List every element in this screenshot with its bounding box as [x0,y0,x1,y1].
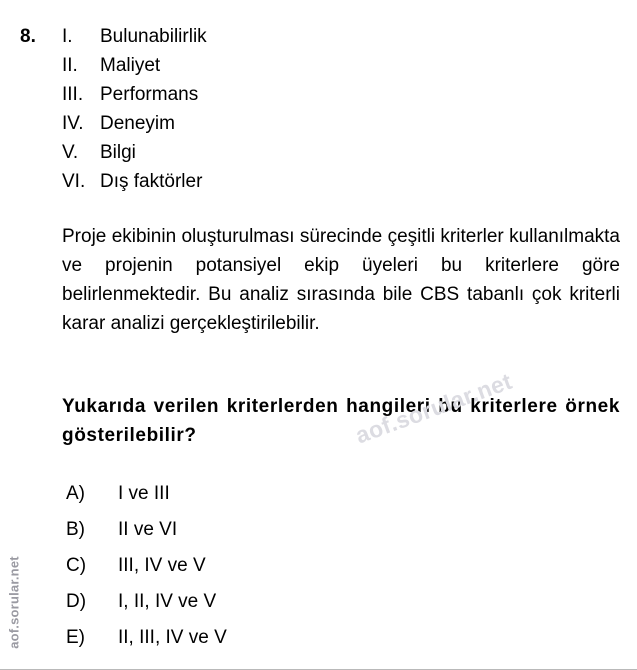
option-letter: B) [66,519,85,540]
question-number: 8. [20,26,36,47]
list-item-numeral: VI. [62,171,86,192]
option-text: III, IV ve V [118,555,206,576]
option-text: I ve III [118,483,170,504]
option-text: I, II, IV ve V [118,591,217,612]
answer-option-c[interactable] [66,548,486,584]
watermark-vertical: aof.sorular.net [6,556,22,649]
list-item [62,80,482,109]
list-item-numeral: V. [62,142,79,163]
list-item-numeral: I. [62,26,73,47]
option-letter: C) [66,555,87,576]
list-item-label: Maliyet [100,55,161,76]
option-letter: E) [66,627,85,648]
option-text: II, III, IV ve V [118,627,227,648]
watermark-diagonal: aof.sorular.net [352,367,516,449]
list-item-numeral: II. [62,55,78,76]
option-text: II ve VI [118,519,178,540]
list-item [62,167,482,196]
answer-option-a[interactable] [66,476,486,512]
answer-option-e[interactable] [66,620,486,656]
list-item-label: Bulunabilirlik [100,26,207,47]
roman-numeral-list [62,22,482,196]
list-item-label: Deneyim [100,113,175,134]
answer-options [66,476,486,656]
list-item [62,138,482,167]
option-letter: A) [66,483,85,504]
answer-option-d[interactable] [66,584,486,620]
list-item-label: Performans [100,84,199,105]
list-item [62,109,482,138]
list-item [62,22,482,51]
list-item-numeral: IV. [62,113,84,134]
list-item [62,51,482,80]
question-prompt: Yukarıda verilen kriterlerden hangileri bu kriterlere örnek gösterilebilir? [62,396,620,446]
list-item-label: Bilgi [100,142,136,163]
option-letter: D) [66,591,87,612]
list-item-label: Dış faktörler [100,171,203,192]
list-item-numeral: III. [62,84,84,105]
answer-option-b[interactable] [66,512,486,548]
question-paragraph: Proje ekibinin oluşturulması sürecinde çeşitli kriterler kullanılmakta ve projenin potansiyel ekip üyeleri bu kriterlere göre belirlenmektedir. Bu analiz sırasında bile CBS tabanlı çok kriterli karar analizi gerçekleştirilebilir. [62,226,620,334]
